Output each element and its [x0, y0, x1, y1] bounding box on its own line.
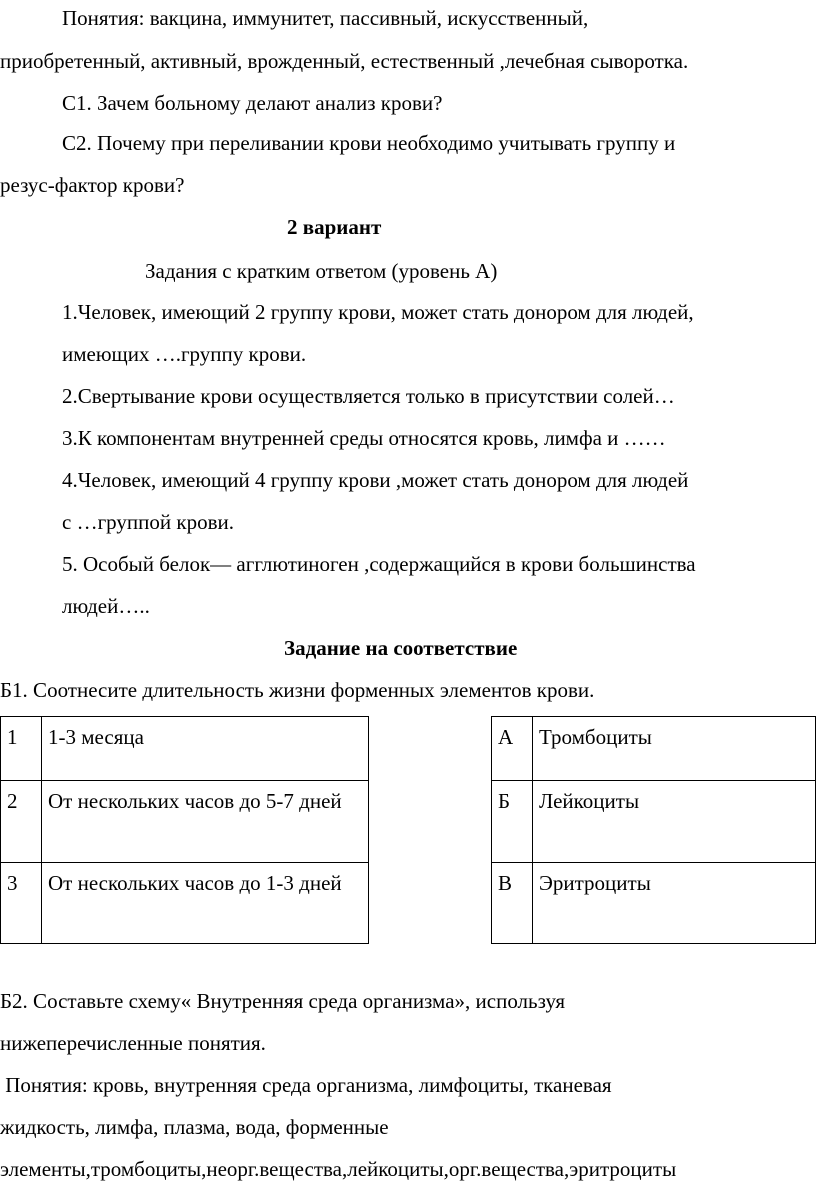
variant-subtitle: Задания с кратким ответом (уровень А): [145, 259, 498, 283]
variant-title: 2 вариант: [287, 215, 382, 239]
left-row-2-num: 2: [1, 781, 42, 863]
left-matching-table: [0, 716, 369, 944]
right-row-2-letter: Б: [492, 781, 533, 863]
right-row-3-text: Эритроциты: [533, 863, 816, 944]
table-row: [1, 717, 369, 781]
task-1-line2: имеющих ….группу крови.: [62, 342, 307, 366]
task-5-line1: 5. Особый белок— агглютиноген ,содержащийся в крови большинства: [62, 552, 696, 576]
right-row-2-text: Лейкоциты: [533, 781, 816, 863]
task-4-line1: 4.Человек, имеющий 4 группу крови ,может стать донором для людей: [62, 468, 689, 492]
left-row-2-text: От нескольких часов до 5-7 дней: [42, 781, 369, 863]
table-row: [1, 863, 369, 944]
left-row-3-text: От нескольких часов до 1-3 дней: [42, 863, 369, 944]
right-matching-table: [491, 716, 816, 944]
task-b2-line1: Б2. Составьте схему« Внутренняя среда организма», используя: [0, 989, 566, 1013]
question-c1: С1. Зачем больному делают анализ крови?: [62, 91, 443, 115]
table-row: [492, 717, 816, 781]
intro-concepts-line1: Понятия: вакцина, иммунитет, пассивный, искусственный,: [62, 6, 589, 30]
right-row-1-text: Тромбоциты: [533, 717, 816, 781]
table-row: [492, 863, 816, 944]
task-b2-line5: элементы,тромбоциты,неорг.вещества,лейкоциты,орг.вещества,эритроциты: [0, 1157, 677, 1181]
question-c2-line1: С2. Почему при переливании крови необходимо учитывать группу и: [62, 131, 676, 155]
table-row: [1, 781, 369, 863]
left-row-1-text: 1-3 месяца: [42, 717, 369, 781]
table-row: [492, 781, 816, 863]
task-b2-line3: Понятия: кровь, внутренняя среда организма, лимфоциты, тканевая: [0, 1073, 612, 1097]
matching-title: Задание на соответствие: [284, 636, 518, 660]
question-c2-line2: резус-фактор крови?: [0, 173, 185, 197]
intro-concepts-line2: приобретенный, активный, врожденный, естественный ,лечебная сыворотка.: [0, 49, 689, 73]
task-3: 3.К компонентам внутренней среды относятся кровь, лимфа и ……: [62, 426, 666, 450]
right-row-3-letter: В: [492, 863, 533, 944]
task-b2-line2: нижеперечисленные понятия.: [0, 1031, 266, 1055]
task-1-line1: 1.Человек, имеющий 2 группу крови, может стать донором для людей,: [62, 300, 694, 324]
left-row-3-num: 3: [1, 863, 42, 944]
task-2: 2.Свертывание крови осуществляется только в присутствии солей…: [62, 384, 675, 408]
task-b2-line4: жидкость, лимфа, плазма, вода, форменные: [0, 1115, 389, 1139]
task-b1: Б1. Соотнесите длительность жизни форменных элементов крови.: [0, 678, 595, 702]
right-row-1-letter: А: [492, 717, 533, 781]
task-4-line2: с …группой крови.: [62, 510, 234, 534]
left-row-1-num: 1: [1, 717, 42, 781]
task-5-line2: людей…..: [62, 594, 150, 618]
